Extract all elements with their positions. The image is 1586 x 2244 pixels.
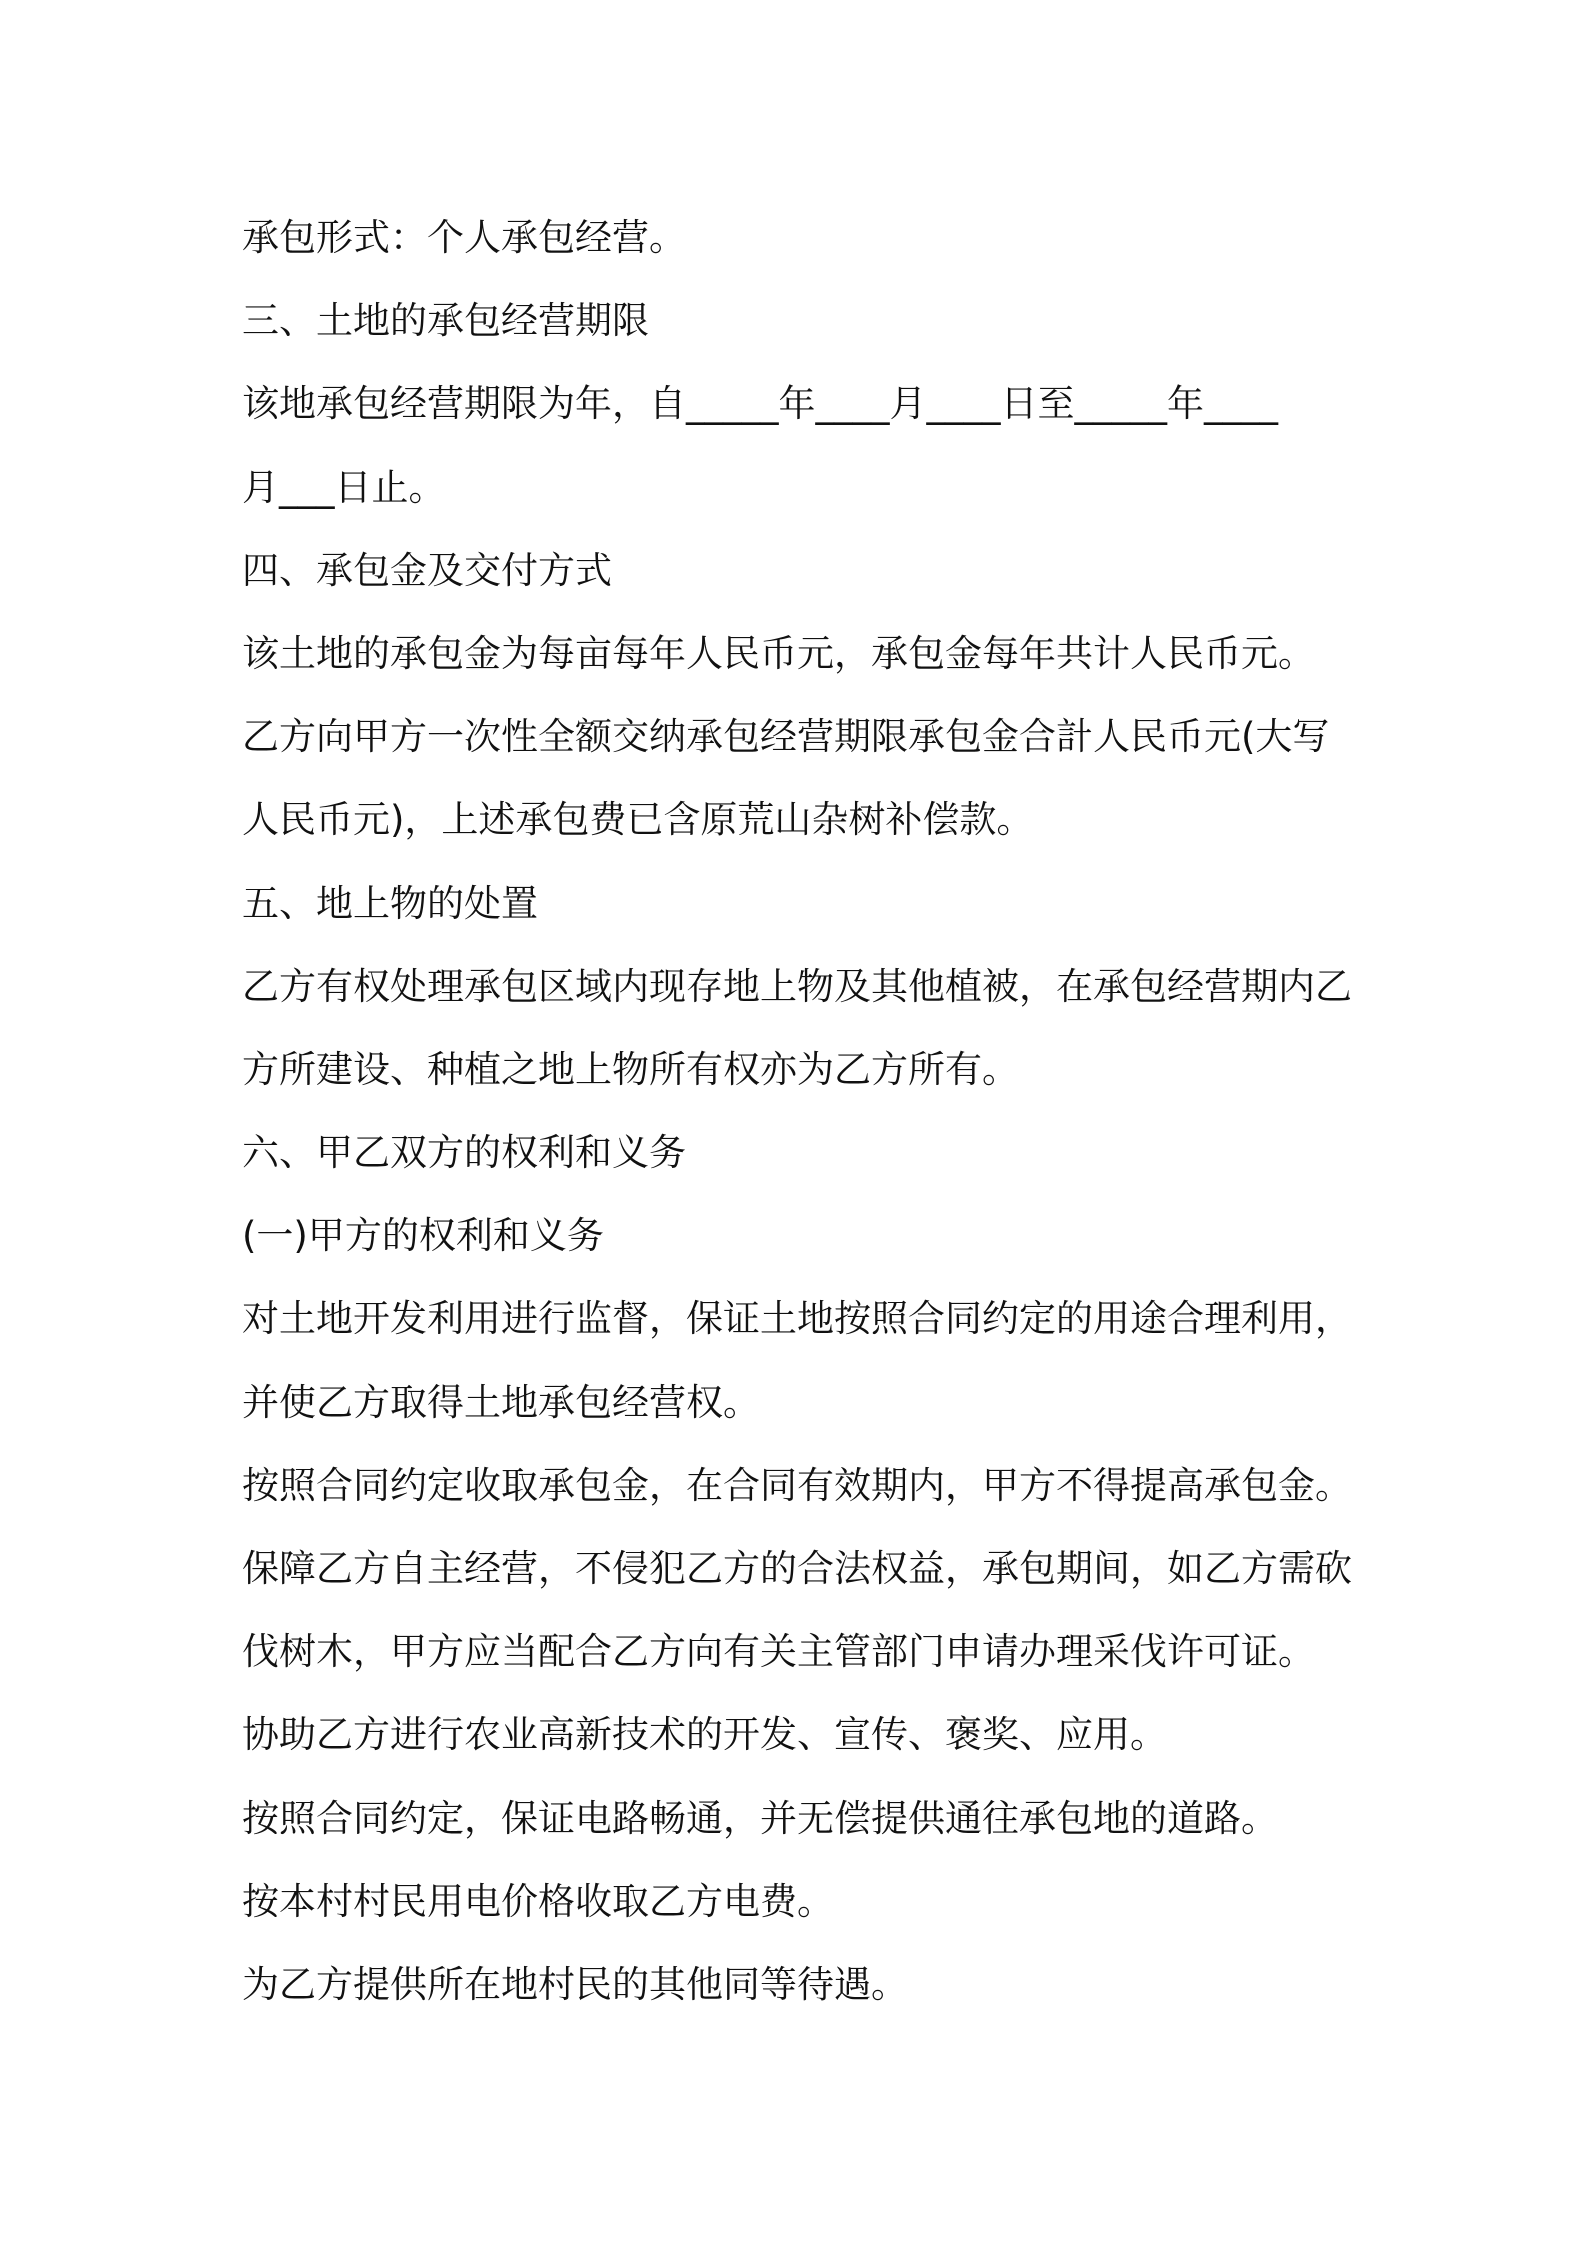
text-line: 人民币元)，上述承包费已含原荒山杂树补偿款。 bbox=[242, 798, 1034, 842]
section-heading: 六、甲乙双方的权利和义务 bbox=[242, 1131, 686, 1175]
text-line: 保障乙方自主经营，不侵犯乙方的合法权益，承包期间，如乙方需砍 bbox=[242, 1547, 1352, 1590]
text-line: 按照合同约定，保证电路畅通，并无偿提供通往承包地的道路。 bbox=[242, 1796, 1278, 1840]
text-line: 协助乙方进行农业高新技术的开发、宣传、褒奖、应用。 bbox=[242, 1713, 1167, 1757]
text-line: 按照合同约定收取承包金，在合同有效期内，甲方不得提高承包金。 bbox=[242, 1463, 1352, 1507]
text-line: 月___日止。 bbox=[242, 465, 446, 509]
section-heading: 五、地上物的处置 bbox=[242, 881, 538, 925]
text-line: 乙方向甲方一次性全额交纳承包经营期限承包金合計人民币元(大写 bbox=[242, 715, 1330, 759]
text-line: 伐树木，甲方应当配合乙方向有关主管部门申请办理采伐许可证。 bbox=[242, 1630, 1315, 1674]
text-line: 并使乙方取得土地承包经营权。 bbox=[242, 1380, 760, 1424]
section-heading: 四、承包金及交付方式 bbox=[242, 548, 612, 592]
subsection-heading: (一)甲方的权利和义务 bbox=[242, 1214, 604, 1258]
section-heading: 三、土地的承包经营期限 bbox=[242, 299, 649, 343]
text-line: 乙方有权处理承包区域内现存地上物及其他植被，在承包经营期内乙 bbox=[242, 964, 1352, 1008]
text-line: 承包形式：个人承包经营。 bbox=[242, 216, 686, 259]
text-line: 为乙方提供所在地村民的其他同等待遇。 bbox=[242, 1962, 908, 2006]
text-line: 按本村村民用电价格收取乙方电费。 bbox=[242, 1879, 834, 1923]
text-line: 该土地的承包金为每亩每年人民币元，承包金每年共计人民币元。 bbox=[242, 631, 1315, 675]
text-line: 该地承包经营期限为年，自_____年____月____日至_____年____ bbox=[242, 382, 1278, 426]
document-page bbox=[242, 196, 1372, 2026]
text-line: 方所建设、种植之地上物所有权亦为乙方所有。 bbox=[242, 1047, 1019, 1091]
text-line: 对土地开发利用进行监督，保证土地按照合同约定的用途合理利用， bbox=[242, 1297, 1352, 1341]
